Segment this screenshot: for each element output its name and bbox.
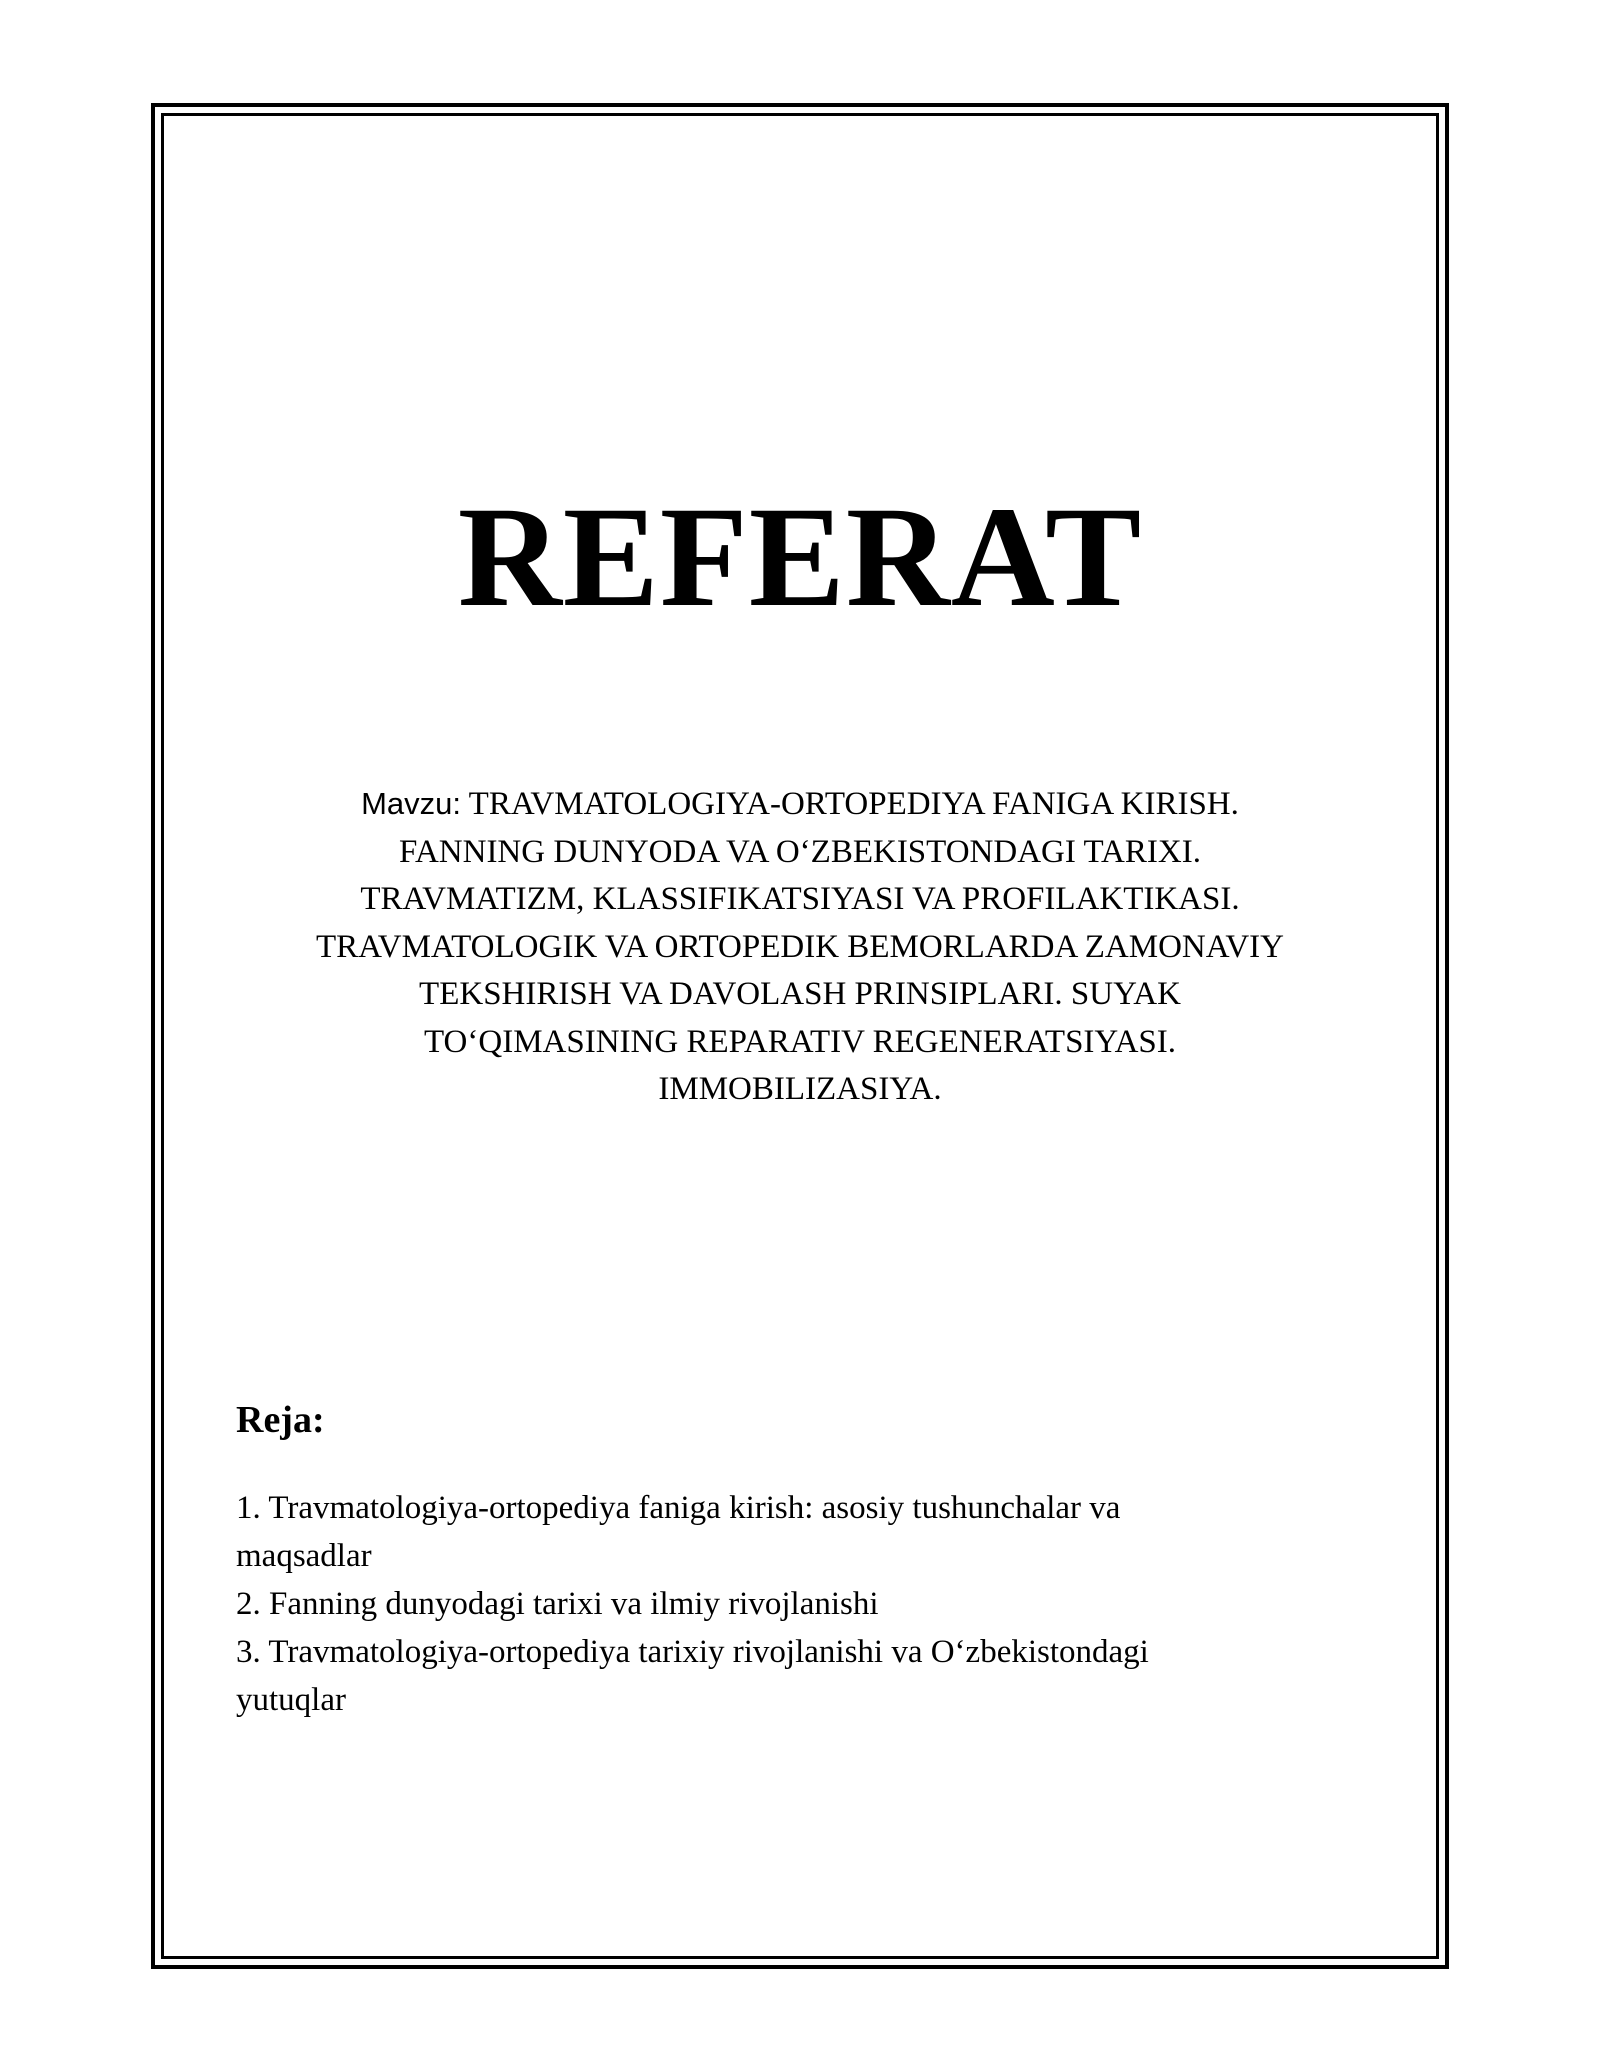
plan-list [236, 1484, 1366, 1724]
topic-line: TEKSHIRISH VA DAVOLASH PRINSIPLARI. SUYAK [419, 976, 1181, 1012]
topic-line: FANNING DUNYODA VA O‘ZBEKISTONDAGI TARIXI. [399, 833, 1201, 870]
topic-line [230, 780, 1370, 829]
topic-line: TRAVMATOLOGIK VA ORTOPEDIK BEMORLARDA ZAMONAVIY [316, 928, 1284, 965]
plan-item-line: 2. Fanning dunyodagi tarixi va ilmiy rivojlanishi [236, 1586, 879, 1622]
plan-item [236, 1580, 1366, 1628]
document-title: REFERAT [457, 478, 1143, 637]
plan-heading: Reja: [236, 1399, 325, 1441]
topic-block [230, 780, 1370, 1114]
topic-line: TRAVMATIZM, KLASSIFIKATSIYASI VA PROFILAKTIKASI. [360, 881, 1240, 917]
topic-text: TRAVMATOLOGIYA-ORTOPEDIYA FANIGA KIRISH. [461, 786, 1239, 822]
topic-label: Mavzu: [361, 786, 462, 821]
plan-item-line: 3. Travmatologiya-ortopediya tarixiy rivojlanishi va O‘zbekistondagi [236, 1634, 1149, 1670]
plan-item [236, 1628, 1366, 1724]
plan-item-line: yutuqlar [236, 1682, 346, 1718]
plan-item-line: maqsadlar [236, 1538, 372, 1574]
plan-item [236, 1484, 1366, 1580]
topic-line: TO‘QIMASINING REPARATIV REGENERATSIYASI. [423, 1023, 1177, 1060]
plan-item-line: 1. Travmatologiya-ortopediya faniga kirish: asosiy tushunchalar va [236, 1490, 1121, 1526]
topic-line: IMMOBILIZASIYA. [658, 1071, 942, 1107]
